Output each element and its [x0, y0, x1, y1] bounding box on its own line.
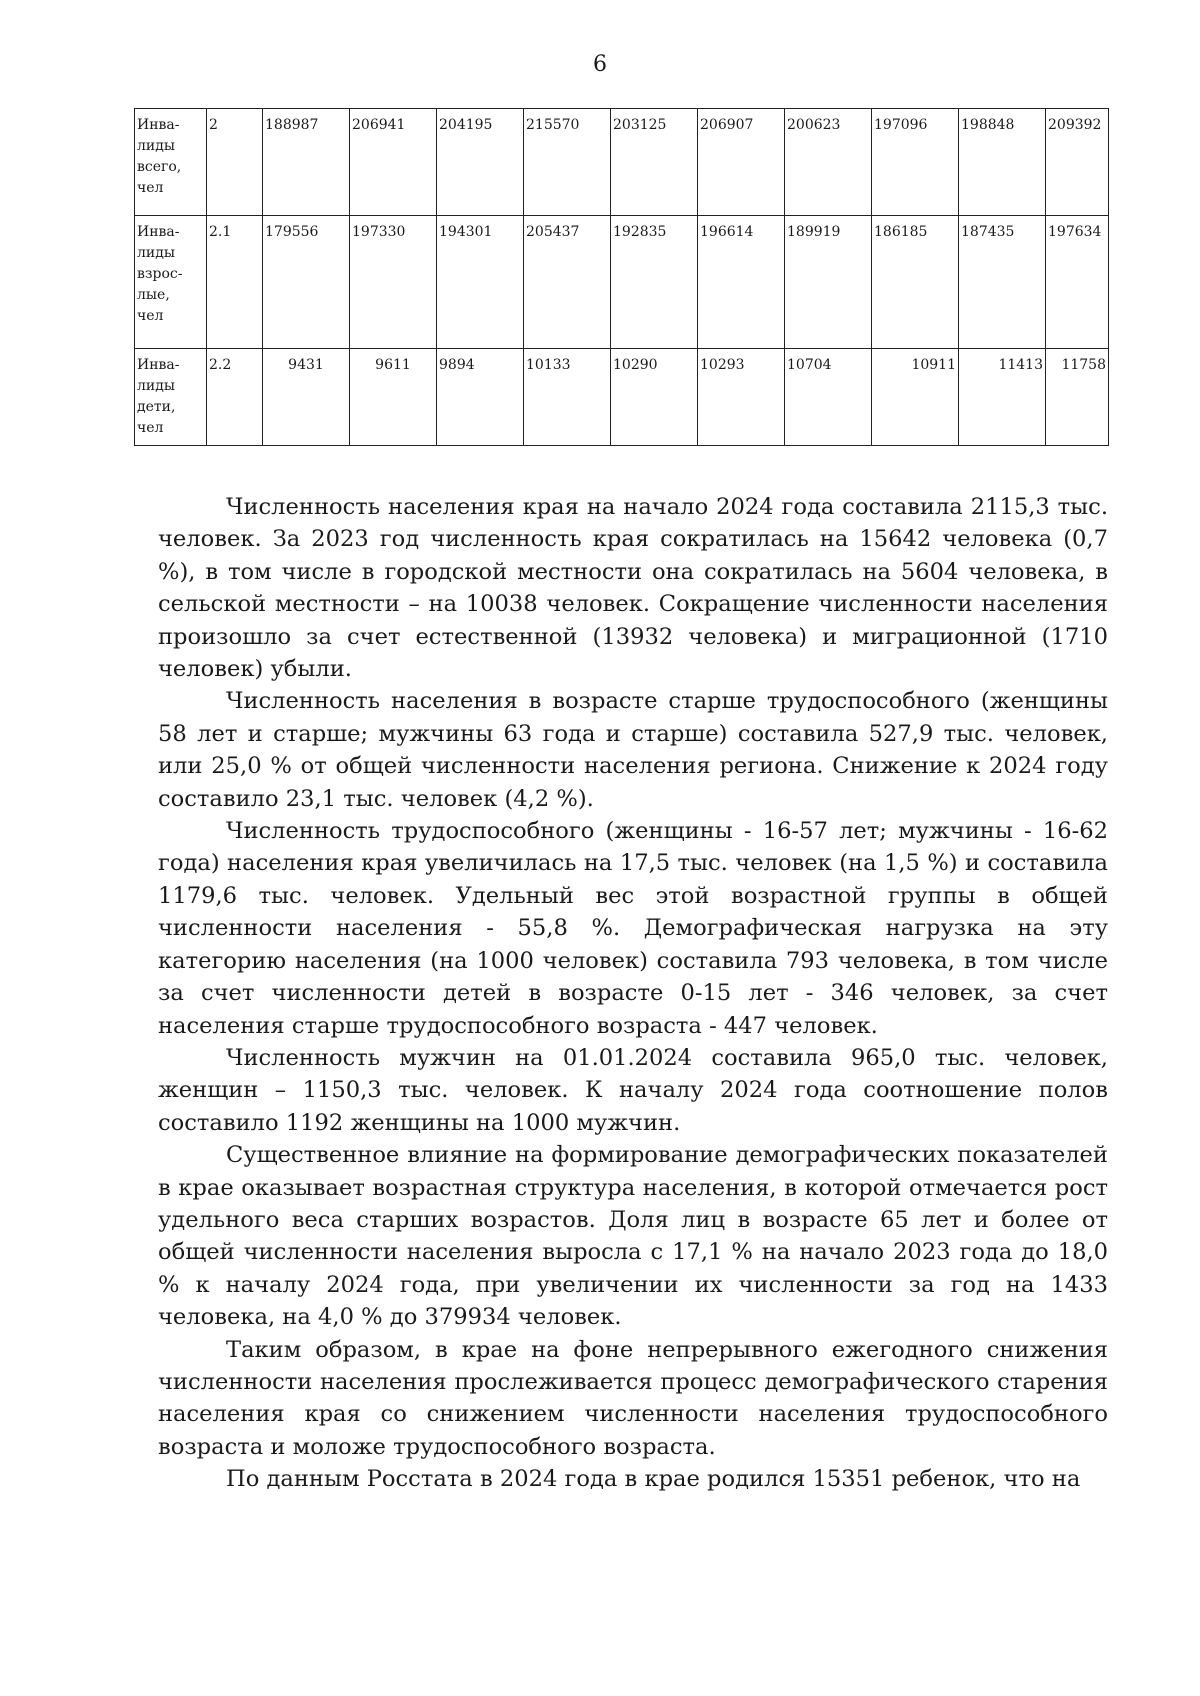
table-row [135, 349, 1109, 446]
paragraph: Численность населения в возрасте старше трудоспособного (женщины 58 лет и старше; мужчины 63 года и старше) составила 527,9 тыс. человек, или 25,0 % от общей численности населения региона. Снижение к 2024 году составило 23,1 тыс. человек (4,2 %). [158, 688, 1108, 812]
table-cell: 11413 [959, 349, 1046, 446]
table-cell: 197096 [872, 109, 959, 216]
table-row [135, 216, 1109, 349]
table-cell: 11758 [1046, 349, 1109, 446]
table-cell: 215570 [524, 109, 611, 216]
table-cell: 10293 [698, 349, 785, 446]
table-cell: 188987 [263, 109, 350, 216]
paragraph: Численность мужчин на 01.01.2024 составила 965,0 тыс. человек, женщин – 1150,3 тыс. человек. К началу 2024 года соотношение полов составило 1192 женщины на 1000 мужчин. [158, 1044, 1108, 1136]
table-cell: 10911 [872, 349, 959, 446]
table-cell: 9611 [350, 349, 437, 446]
table-cell: 209392 [1046, 109, 1109, 216]
table-cell: 186185 [872, 216, 959, 349]
row-label: Инва- лиды дети, чел [135, 349, 207, 446]
table-cell: 192835 [611, 216, 698, 349]
row-code: 2.1 [207, 216, 263, 349]
table-cell: 203125 [611, 109, 698, 216]
row-code: 2.2 [207, 349, 263, 446]
table-cell: 10704 [785, 349, 872, 446]
table-row [135, 109, 1109, 216]
paragraph: Численность населения края на начало 2024 года составила 2115,3 тыс. человек. За 2023 год численность края сократилась на 15642 человека (0,7 %), в том числе в городской местности она сократилась на 5604 человека, в сельской местности – на 10038 человек. Сокращение численности населения произошло за счет естественной (13932 человека) и миграционной (1710 человек) убыли. [158, 494, 1108, 683]
table-cell: 189919 [785, 216, 872, 349]
table-cell: 204195 [437, 109, 524, 216]
table-cell: 197330 [350, 216, 437, 349]
table-cell: 9431 [263, 349, 350, 446]
table-cell: 9894 [437, 349, 524, 446]
table-cell: 194301 [437, 216, 524, 349]
table-cell: 198848 [959, 109, 1046, 216]
table-cell: 206941 [350, 109, 437, 216]
table-cell: 187435 [959, 216, 1046, 349]
page-number: 6 [593, 52, 607, 77]
table-cell: 197634 [1046, 216, 1109, 349]
table-cell: 200623 [785, 109, 872, 216]
table-cell: 10290 [611, 349, 698, 446]
disability-statistics-table [134, 108, 1109, 446]
row-label: Инва- лиды взрос- лые, чел [135, 216, 207, 349]
paragraph: Численность трудоспособного (женщины - 16-57 лет; мужчины - 16-62 года) населения края увеличилась на 17,5 тыс. человек (на 1,5 %) и составила 1179,6 тыс. человек. Удельный вес этой возрастной группы в общей численности населения - 55,8 %. Демографическая нагрузка на эту категорию населения (на 1000 человек) составила 793 человека, в том числе за счет численности детей в возрасте 0-15 лет - 346 человек, за счет населения старше трудоспособного возраста - 447 человек. [158, 818, 1108, 1039]
table-cell: 206907 [698, 109, 785, 216]
paragraph: По данным Росстата в 2024 года в крае родился 15351 ребенок, что на [226, 1466, 1081, 1493]
row-label: Инва- лиды всего, чел [135, 109, 207, 216]
paragraph: Таким образом, в крае на фоне непрерывного ежегодного снижения численности населения прослеживается процесс демографического старения населения края со снижением численности населения трудоспособного возраста и моложе трудоспособного возраста. [158, 1336, 1108, 1460]
table-cell: 179556 [263, 216, 350, 349]
table-cell: 205437 [524, 216, 611, 349]
row-code: 2 [207, 109, 263, 216]
table-cell: 196614 [698, 216, 785, 349]
body-text [158, 491, 1108, 1496]
paragraph: Существенное влияние на формирование демографических показателей в крае оказывает возрастная структура населения, в которой отмечается рост удельного веса старших возрастов. Доля лиц в возрасте 65 лет и более от общей численности населения выросла с 17,1 % на начало 2023 года до 18,0 % к началу 2024 года, при увеличении их численности за год на 1433 человека, на 4,0 % до 379934 человек. [158, 1142, 1108, 1331]
table-cell: 10133 [524, 349, 611, 446]
